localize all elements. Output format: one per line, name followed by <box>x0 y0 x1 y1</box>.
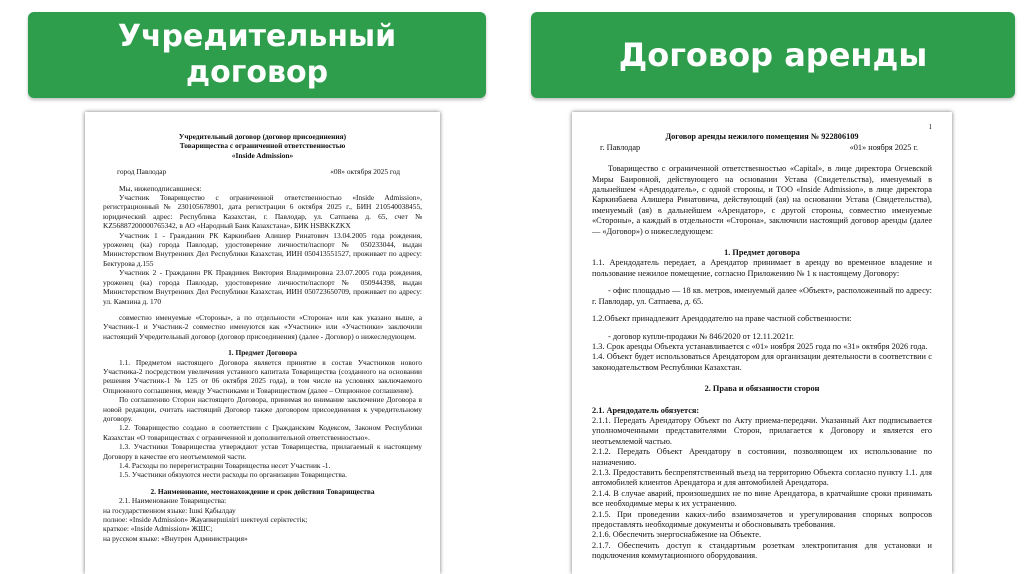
left-doc-para: Мы, нижеподписавшиеся: <box>119 183 202 193</box>
left-doc-para: 2.1. Наименование Товарищества: <box>119 496 227 506</box>
left-doc-date: «08» октября 2025 год <box>330 167 400 177</box>
left-doc-title2: Товарищества с ограниченной ответственностью <box>179 141 346 151</box>
left-doc-section-heading: 2. Наименование, местонахождение и срок действия Товарищества <box>150 486 375 496</box>
right-doc-para: 2.1.5. При проведении каких-либо взаимозачетов и урегулирования спорных вопросов предоставлять необходимые документы и обосновывать требования. <box>592 509 932 529</box>
left-banner <box>28 12 486 98</box>
right-doc-para: 1.4. Объект будет использоваться Арендатором для организации деятельности в соответствии с законодательством Республики Казахстан. <box>592 352 932 372</box>
left-doc-para: полное: «Inside Admission» Жауапкершілігі шектеулі серіктестік; <box>103 515 308 525</box>
left-doc-para: По соглашению Сторон настоящего Договора, принимая во внимание заключение Договора в новой редакции, считать настоящий Договор также договором присоединения к учредительному договору. <box>103 395 422 423</box>
right-doc-para: 2.1.4. В случае аварий, произошедших не по вине Арендатора, в кратчайшие сроки принимать все необходимые меры к их устранению. <box>592 488 932 509</box>
left-doc-para: Участник 2 - Гражданин РК Правдивек Виктория Владимировна 23.07.2005 года рождения, уроженец (ка) города Павлодар, удостоверение личности/паспорт № 050944398, выдан Министерством Внутренних Дел Республики Казахстан, ИИН 050723650709, проживает по адресу: ул. Камзина д. 170 <box>103 268 422 306</box>
right-doc-section-heading: 2. Права и обязанности сторон <box>704 384 820 394</box>
right-doc-para: - договор купли-продажи № 846/2020 от 12.11.2021г. <box>608 331 794 341</box>
left-doc-para: 1.5. Участники обязуются нести расходы по организации Товарищества. <box>119 470 347 480</box>
left-doc-para: на русском языке: «Внутрен Администрация» <box>103 533 248 543</box>
right-doc-para: 2.1.2. Передать Объект Арендатору в состоянии, позволяющем их использование по назначению. <box>592 447 932 467</box>
left-banner-line2: договор <box>185 55 329 90</box>
left-doc-para: 1.2. Товарищество создано в соответствии с Гражданским Кодексом, Законом Республики Казахстан «О товариществах с ограниченной и дополнительной ответственностью». <box>103 423 422 442</box>
right-doc-para: 1.2.Объект принадлежит Арендодателю на праве частной собственности: <box>592 314 852 324</box>
left-doc-city: город Павлодар <box>117 167 167 177</box>
right-doc-para: Товарищество с ограниченной ответственностью «Capital», в лице директора Огневской Миры Баировной, действующего на основании Устава (Свидетельства), именуемый в дальнейшем «Арендодатель», с одной стороны, и ТОО «Inside Admission», в лице директора Каркинбаева Алишера Ринатовича, действующий (ая) на основании Устава (Свидетельства), именуемый (ая) в дальнейшем «Арендатор», с другой стороны, совместно именуемые «Стороны», а каждый в отдельности «Сторона», заключили настоящий договор аренды (далее — «Договор») о нижеследующем: <box>592 164 932 236</box>
lease-agreement-document <box>572 112 952 574</box>
right-doc-para: 2.1.3. Предоставить беспрепятственный въезд на территорию Объекта согласно пункту 1.1. для автомобилей клиентов Арендатора и для автомобилей Арендатора. <box>592 467 932 488</box>
left-doc-para: Участник 1 - Гражданин РК Каркинбаев Алишер Ринатович 13.04.2005 года рождения, уроженец (ка) города Павлодар, удостоверение личности/паспорт № 050233044, выдан Министерством Внутренних Дел Республики Казахстан, ИИН 050413551527, проживает по адресу: Бектурова д.155 <box>103 230 422 268</box>
right-doc-para: 1.1. Арендодатель передает, а Арендатор принимает в аренду во временное владение и пользование нежилое помещение, согласно Приложению № 1 к настоящему Договору: <box>592 258 932 278</box>
right-doc-para: 1.3. Срок аренды Объекта устанавливается с «01» ноября 2025 года по «31» октября 2026 года. <box>592 341 928 351</box>
right-banner-title: Договор аренды <box>618 36 928 74</box>
left-doc-para: на государственном языке: Ішкі Қабылдау <box>103 505 236 515</box>
right-doc-para: - офис площадью — 18 кв. метров, именуемый далее «Объект», расположенный по адресу: г. Павлодар, ул. Сатпаева, д. 65. <box>592 286 932 306</box>
left-doc-para: 1.3. Участники Товарищества утверждают устав Товарищества, прилагаемый к настоящему Договору в качестве его неотъемлемой части. <box>103 442 422 461</box>
left-doc-para: 1.4. Расходы по перерегистрации Товарищества несет Участник -1. <box>119 461 331 470</box>
right-doc-city: г. Павлодар <box>600 142 641 152</box>
left-doc-para: 1.1. Предметом настоящего Договора является принятие в состав Участников нового Участника-2 посредством увеличения уставного капитала Товарищества (созданного на основании решения Участник-1 № 125 от 06 октября 2025 года), в том числе на условиях заключаемого Опционного соглашения, между Участниками и Товариществом (далее – Опционное соглашение). <box>103 357 422 395</box>
page-number: 1 <box>928 123 932 131</box>
right-doc-section-heading: 1. Предмет договора <box>724 248 800 258</box>
right-doc-date: «01» ноября 2025 г. <box>849 142 918 152</box>
right-doc-title: Договор аренды нежилого помещения № 922806109 <box>665 132 859 142</box>
right-doc-para: 2.1.6. Обеспечить энергоснабжение на Объекте. <box>592 530 762 540</box>
left-doc-para: Участник Товарищество с ограниченной ответственностью «Inside Admission», регистрационный № 230105678901, дата регистрации 6 октября 2025 г., БИН 210540038455, юридический адрес: Республика Казахстан, г. Павлодар, ул. Сатпаева д. 65, счет № KZ56887200000765342, в АО «Народный Банк Казахстана», БИК HSBKKZKX <box>103 193 422 231</box>
right-banner <box>531 12 1015 98</box>
right-doc-para: 2.1.7. Обеспечить доступ к стандартным розеткам электропитания для установки и подключения коммутационного оборудования. <box>592 540 932 561</box>
left-doc-para: совместно именуемые «Стороны», а по отдельности «Сторона» или как указано выше, а Участник-1 и Участник-2 совместно именуются как «Участник» или «Участники» заключили настоящий Учредительный договор (договор присоединения) (далее - Договор) о нижеследующем. <box>103 312 422 341</box>
founding-agreement-document <box>85 112 440 574</box>
left-banner-line1: Учредительный <box>117 19 397 54</box>
left-doc-title1: Учредительный договор (договор присоединения) <box>178 132 347 141</box>
right-doc-para: 2.1.1. Передать Арендатору Объект по Акту приема-передачи. Указанный Акт подписывается уполномоченными представителями Сторон, прилагается к Договору и является его неотъемлемой частью. <box>592 415 932 446</box>
left-doc-para: краткое: «Inside Admission» ЖШС; <box>103 524 213 534</box>
left-doc-section-heading: 1. Предмет Договора <box>228 348 297 358</box>
right-doc-subheading: 2.1. Арендодатель обязуется: <box>592 405 700 415</box>
left-doc-title3: «Inside Admission» <box>231 150 294 160</box>
